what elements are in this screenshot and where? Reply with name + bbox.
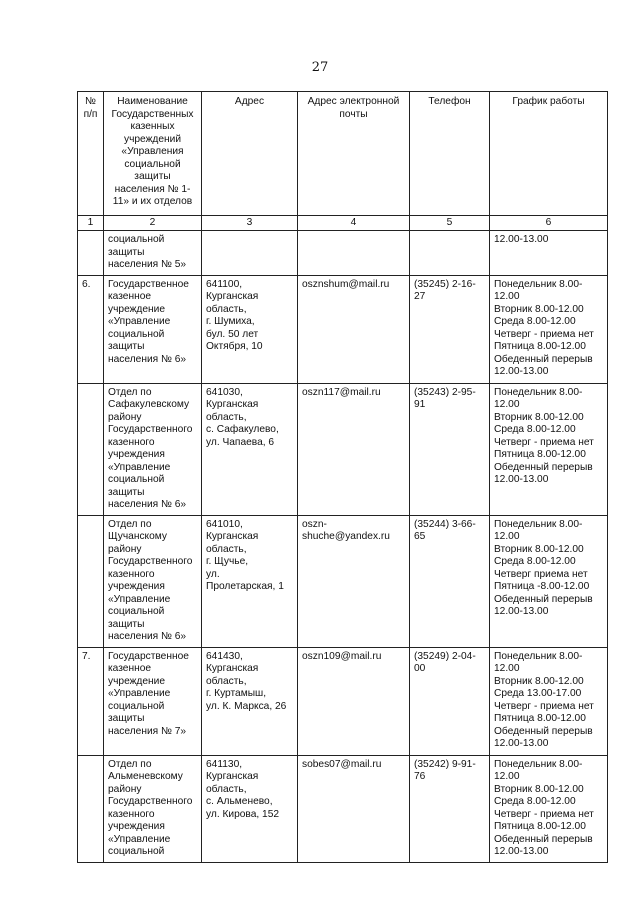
header-address: Адрес bbox=[202, 92, 298, 216]
header-phone: Телефон bbox=[410, 92, 490, 216]
header-schedule: График работы bbox=[490, 92, 608, 216]
institution-email: oszn109@mail.ru bbox=[298, 647, 410, 755]
institution-address: 641100, Курганская область, г. Шумиха, бул. 50 лет Октября, 10 bbox=[202, 275, 298, 383]
institution-name: Отдел по Щучанскому району Государственного казенного учреждения «Управление социальной защиты населения № 6» bbox=[104, 515, 202, 647]
work-schedule: Понедельник 8.00- 12.00 Вторник 8.00-12.00 Среда 8.00-12.00 Четверг - приема нет Пятница 8.00-12.00 Обеденный перерыв 12.00-13.00 bbox=[490, 755, 608, 862]
column-number: 1 bbox=[78, 215, 104, 231]
institutions-table bbox=[77, 91, 608, 863]
institution-phone: (35244) 3-66- 65 bbox=[410, 515, 490, 647]
institution-address bbox=[202, 231, 298, 276]
table-row bbox=[78, 515, 608, 647]
institution-address: 641430, Курганская область, г. Куртамыш, ул. К. Маркса, 26 bbox=[202, 647, 298, 755]
row-number bbox=[78, 383, 104, 515]
work-schedule: Понедельник 8.00- 12.00 Вторник 8.00-12.00 Среда 8.00-12.00 Четверг - приема нет Пятница 8.00-12.00 Обеденный перерыв 12.00-13.00 bbox=[490, 275, 608, 383]
institution-address: 641130, Курганская область, с. Альменево, ул. Кирова, 152 bbox=[202, 755, 298, 862]
page-number: 27 bbox=[311, 60, 329, 75]
institution-phone: (35243) 2-95- 91 bbox=[410, 383, 490, 515]
table-row bbox=[78, 231, 608, 276]
institution-name: Государственное казенное учреждение «Управление социальной защиты населения № 7» bbox=[104, 647, 202, 755]
institution-email: osznshum@mail.ru bbox=[298, 275, 410, 383]
column-numbers-row bbox=[78, 215, 608, 231]
institution-phone: (35249) 2-04- 00 bbox=[410, 647, 490, 755]
column-number: 4 bbox=[298, 215, 410, 231]
column-number: 2 bbox=[104, 215, 202, 231]
work-schedule: Понедельник 8.00- 12.00 Вторник 8.00-12.00 Среда 8.00-12.00 Четверг приема нет Пятница -8.00-12.00 Обеденный перерыв 12.00-13.00 bbox=[490, 515, 608, 647]
institution-email: sobes07@mail.ru bbox=[298, 755, 410, 862]
table-header-row bbox=[78, 92, 608, 216]
institution-email: oszn- shuche@yandex.ru bbox=[298, 515, 410, 647]
institution-name: Отдел по Сафакулевскому району Государственного казенного учреждения «Управление социальной защиты населения № 6» bbox=[104, 383, 202, 515]
institution-name: социальной защиты населения № 5» bbox=[104, 231, 202, 276]
header-email: Адрес электронной почты bbox=[298, 92, 410, 216]
work-schedule: Понедельник 8.00- 12.00 Вторник 8.00-12.00 Среда 8.00-12.00 Четверг - приема нет Пятница 8.00-12.00 Обеденный перерыв 12.00-13.00 bbox=[490, 383, 608, 515]
row-number bbox=[78, 755, 104, 862]
row-number bbox=[78, 231, 104, 276]
institution-phone: (35242) 9-91- 76 bbox=[410, 755, 490, 862]
institution-phone: (35245) 2-16- 27 bbox=[410, 275, 490, 383]
table-row bbox=[78, 383, 608, 515]
table-row bbox=[78, 755, 608, 862]
institution-email: oszn117@mail.ru bbox=[298, 383, 410, 515]
row-number: 7. bbox=[78, 647, 104, 755]
column-number: 5 bbox=[410, 215, 490, 231]
table-body bbox=[78, 231, 608, 863]
table-row bbox=[78, 275, 608, 383]
institution-name: Отдел по Альменевскому району Государственного казенного учреждения «Управление социальной bbox=[104, 755, 202, 862]
institution-address: 641030, Курганская область, с. Сафакулево, ул. Чапаева, 6 bbox=[202, 383, 298, 515]
header-name: Наименование Государственных казенных учреждений «Управления социальной защиты населения № 1- 11» и их отделов bbox=[104, 92, 202, 216]
row-number bbox=[78, 515, 104, 647]
institution-email bbox=[298, 231, 410, 276]
column-number: 6 bbox=[490, 215, 608, 231]
header-number: № п/п bbox=[78, 92, 104, 216]
column-number: 3 bbox=[202, 215, 298, 231]
institution-phone bbox=[410, 231, 490, 276]
institution-name: Государственное казенное учреждение «Управление социальной защиты населения № 6» bbox=[104, 275, 202, 383]
institution-address: 641010, Курганская область, г. Щучье, ул. Пролетарская, 1 bbox=[202, 515, 298, 647]
work-schedule: 12.00-13.00 bbox=[490, 231, 608, 276]
row-number: 6. bbox=[78, 275, 104, 383]
table-row bbox=[78, 647, 608, 755]
work-schedule: Понедельник 8.00- 12.00 Вторник 8.00-12.00 Среда 13.00-17.00 Четверг - приема нет Пятница 8.00-12.00 Обеденный перерыв 12.00-13.00 bbox=[490, 647, 608, 755]
